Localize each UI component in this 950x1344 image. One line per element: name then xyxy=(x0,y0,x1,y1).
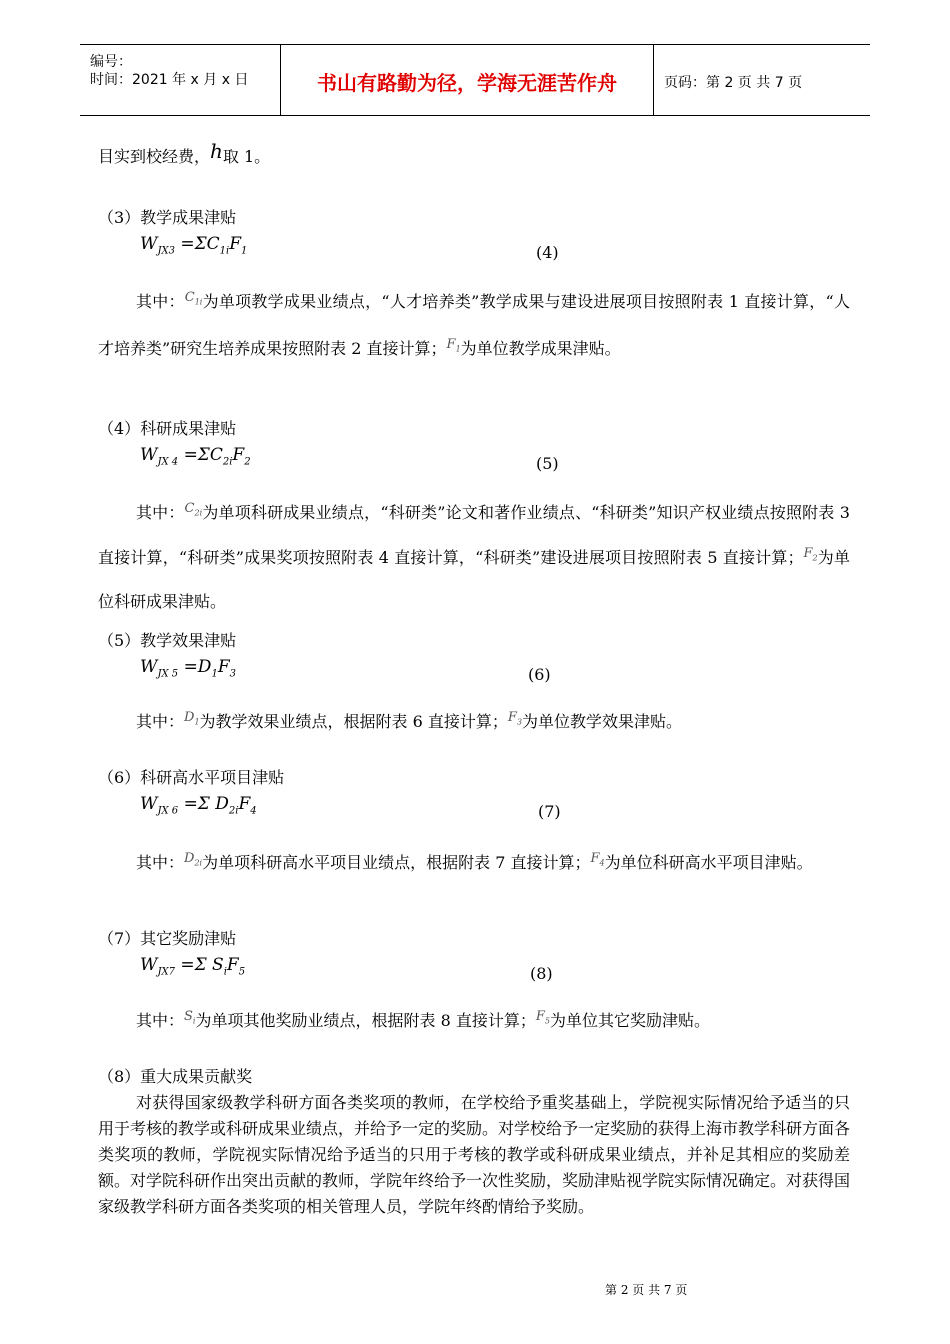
intro-paragraph: 目实到校经费，h取 1。 xyxy=(98,139,271,166)
section-8-body: 对获得国家级教学科研方面各类奖项的教师，在学校给予重奖基础上，学院视实际情况给予适当的只用于考核的教学或科研成果业绩点，并给予一定的奖励。对学校给予一定奖励的获得上海市教学科研方面各类奖项的教师，学院视实际情况给予适当的只用于考核的教学或科研成果业绩点，并补足其相应的奖励差额。对学院科研作出突出贡献的教师，学院年终给予一次性奖励，奖励津贴视学院实际情况确定。对获得国家级教学科研方面各类奖项的相关管理人员，学院年终酌情给予奖励。 xyxy=(98,1093,851,1216)
section-4-description: 其中：$^{C_{2i}}$为单项科研成果业绩点，“科研类”论文和著作业绩点、“科研类”知识产权业绩点按照附表 3 直接计算，“科研类”成果奖项按照附表 4 直接计算，“科研类”建设进展项目按照附表 5 直接计算；$^{F_2}$为单位科研成果津贴。 xyxy=(98,501,850,612)
equation-4: $W_{JX3} =\Sigma C_{1i}F_1$ xyxy=(140,234,248,257)
equation-number-6: (6) xyxy=(528,665,551,684)
equation-number-4: (4) xyxy=(536,243,559,262)
equation-5: $W_{JX 4} =\Sigma C_{2i}F_2$ xyxy=(140,445,251,468)
equation-7: $W_{JX 6} =\Sigma$ $D_{2i}F_4$ xyxy=(140,794,257,817)
page-header xyxy=(80,44,870,116)
section-5-title: （5）教学效果津贴 xyxy=(98,631,237,650)
equation-6: $W_{JX 5} =D_1F_3$ xyxy=(140,657,236,680)
section-7-title: （7）其它奖励津贴 xyxy=(98,929,237,948)
header-meta-cell xyxy=(80,45,281,115)
header-page-cell xyxy=(654,45,870,115)
equation-number-8: (8) xyxy=(530,964,553,983)
section-3-description: 其中：$^{C_{1i}}$为单项教学成果业绩点，“人才培养类”教学成果与建设进展项目按照附表 1 直接计算，“人才培养类”研究生培养成果按照附表 2 直接计算；$^{F_1}$为单位教学成果津贴。 xyxy=(98,290,850,358)
section-8-title: （8）重大成果贡献奖 xyxy=(98,1067,253,1086)
document-number-label: 编号： xyxy=(90,54,132,70)
equation-8: $W_{JX7} =\Sigma$ $S_iF_5$ xyxy=(140,955,246,978)
section-5-description: 其中：$^{D_1}$为教学效果业绩点，根据附表 6 直接计算；$^{F_3}$为单位教学效果津贴。 xyxy=(136,710,683,731)
section-6-description: 其中：$^{D_{2i}}$为单项科研高水平项目业绩点，根据附表 7 直接计算；$^{F_4}$为单位科研高水平项目津贴。 xyxy=(136,851,813,872)
equation-number-7: (7) xyxy=(538,802,561,821)
section-6-title: （6）科研高水平项目津贴 xyxy=(98,768,285,787)
equation-number-5: (5) xyxy=(536,454,559,473)
header-motto: 书山有路勤为径，学海无涯苦作舟 xyxy=(317,71,617,95)
header-motto-cell xyxy=(281,45,654,115)
symbol-h: h xyxy=(210,139,223,163)
section-4-title: （4）科研成果津贴 xyxy=(98,419,237,438)
page-footer-number: 第 2 页 共 7 页 xyxy=(605,1283,688,1297)
section-7-description: 其中：$^{S_i}$为单项其他奖励业绩点，根据附表 8 直接计算；$^{F_5}$为单位其它奖励津贴。 xyxy=(136,1009,710,1030)
document-date-label: 时间：2021 年 x 月 x 日 xyxy=(90,72,249,88)
header-page-code: 页码：第 2 页 共 7 页 xyxy=(664,75,803,91)
section-3-title: （3）教学成果津贴 xyxy=(98,208,237,227)
